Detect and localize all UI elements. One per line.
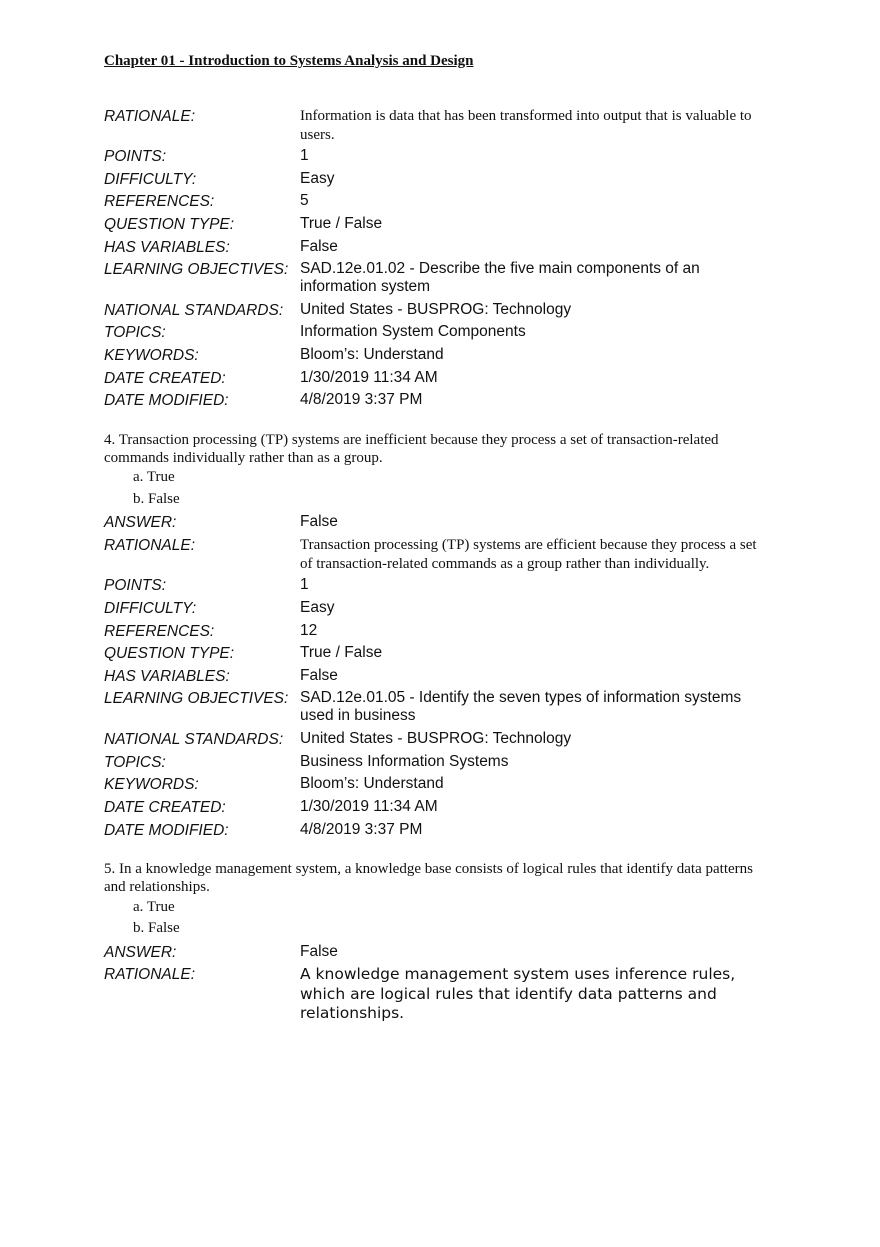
q3-keywords-value: Bloom’s: Understand (300, 346, 444, 363)
references-label: REFERENCES: (104, 623, 215, 640)
date-modified-label: DATE MODIFIED: (104, 392, 229, 409)
q4-option-b: b. False (133, 491, 180, 507)
national-standards-label: NATIONAL STANDARDS: (104, 302, 284, 319)
q4-learning-objectives-value: SAD.12e.01.05 - Identify the seven types of information systems used in business (300, 689, 742, 724)
q4-references-value: 12 (300, 622, 318, 639)
q4-question-type-value: True / False (300, 644, 383, 661)
points-label: POINTS: (104, 148, 167, 165)
q4-option-a: a. True (133, 469, 175, 485)
references-label: REFERENCES: (104, 193, 215, 210)
answer-label: ANSWER: (104, 514, 177, 531)
learning-objectives-label: LEARNING OBJECTIVES: (104, 261, 289, 278)
q4-topics-value: Business Information Systems (300, 753, 509, 770)
rationale-label: RATIONALE: (104, 537, 196, 554)
q3-national-standards-value: United States - BUSPROG: Technology (300, 301, 572, 318)
q3-difficulty-value: Easy (300, 170, 335, 187)
q5-rationale-value: A knowledge management system uses inference rules, which are logical rules that identify data patterns and relationships. (300, 965, 736, 1022)
q3-rationale-value: Information is data that has been transformed into output that is valuable to users. (300, 108, 752, 143)
q4-has-variables-value: False (300, 667, 338, 684)
rationale-label: RATIONALE: (104, 108, 196, 125)
topics-label: TOPICS: (104, 754, 166, 771)
keywords-label: KEYWORDS: (104, 347, 199, 364)
q4-answer-value: False (300, 513, 338, 530)
q4-difficulty-value: Easy (300, 599, 335, 616)
q3-question-type-value: True / False (300, 215, 383, 232)
has-variables-label: HAS VARIABLES: (104, 668, 230, 685)
q3-points-value: 1 (300, 147, 309, 164)
date-created-label: DATE CREATED: (104, 799, 226, 816)
q3-topics-value: Information System Components (300, 323, 526, 340)
q5-option-a: a. True (133, 899, 175, 915)
q3-has-variables-value: False (300, 238, 338, 255)
date-created-label: DATE CREATED: (104, 370, 226, 387)
points-label: POINTS: (104, 577, 167, 594)
keywords-label: KEYWORDS: (104, 776, 199, 793)
q3-date-modified-value: 4/8/2019 3:37 PM (300, 391, 423, 408)
q4-date-modified-value: 4/8/2019 3:37 PM (300, 821, 423, 838)
q3-references-value: 5 (300, 192, 309, 209)
has-variables-label: HAS VARIABLES: (104, 239, 230, 256)
q4-question-text: 4. Transaction processing (TP) systems are inefficient because they process a set of transaction-related commands individually rather than as a group. (104, 432, 719, 466)
national-standards-label: NATIONAL STANDARDS: (104, 731, 284, 748)
question-type-label: QUESTION TYPE: (104, 216, 235, 233)
learning-objectives-label: LEARNING OBJECTIVES: (104, 690, 289, 707)
q3-learning-objectives-value: SAD.12e.01.02 - Describe the five main components of an information system (300, 260, 700, 295)
q4-keywords-value: Bloom’s: Understand (300, 775, 444, 792)
chapter-title: Chapter 01 - Introduction to Systems Analysis and Design (104, 53, 474, 69)
q4-rationale-value: Transaction processing (TP) systems are efficient because they process a set of transaction-related commands as a group rather than individually. (300, 537, 757, 572)
difficulty-label: DIFFICULTY: (104, 171, 197, 188)
date-modified-label: DATE MODIFIED: (104, 822, 229, 839)
q4-points-value: 1 (300, 576, 309, 593)
q3-date-created-value: 1/30/2019 11:34 AM (300, 369, 438, 386)
topics-label: TOPICS: (104, 324, 166, 341)
answer-label: ANSWER: (104, 944, 177, 961)
difficulty-label: DIFFICULTY: (104, 600, 197, 617)
q4-date-created-value: 1/30/2019 11:34 AM (300, 798, 438, 815)
q4-national-standards-value: United States - BUSPROG: Technology (300, 730, 572, 747)
q5-option-b: b. False (133, 920, 180, 936)
question-type-label: QUESTION TYPE: (104, 645, 235, 662)
rationale-label: RATIONALE: (104, 966, 196, 983)
q5-question-text: 5. In a knowledge management system, a knowledge base consists of logical rules that identify data patterns and relationships. (104, 861, 753, 895)
q5-answer-value: False (300, 943, 338, 960)
